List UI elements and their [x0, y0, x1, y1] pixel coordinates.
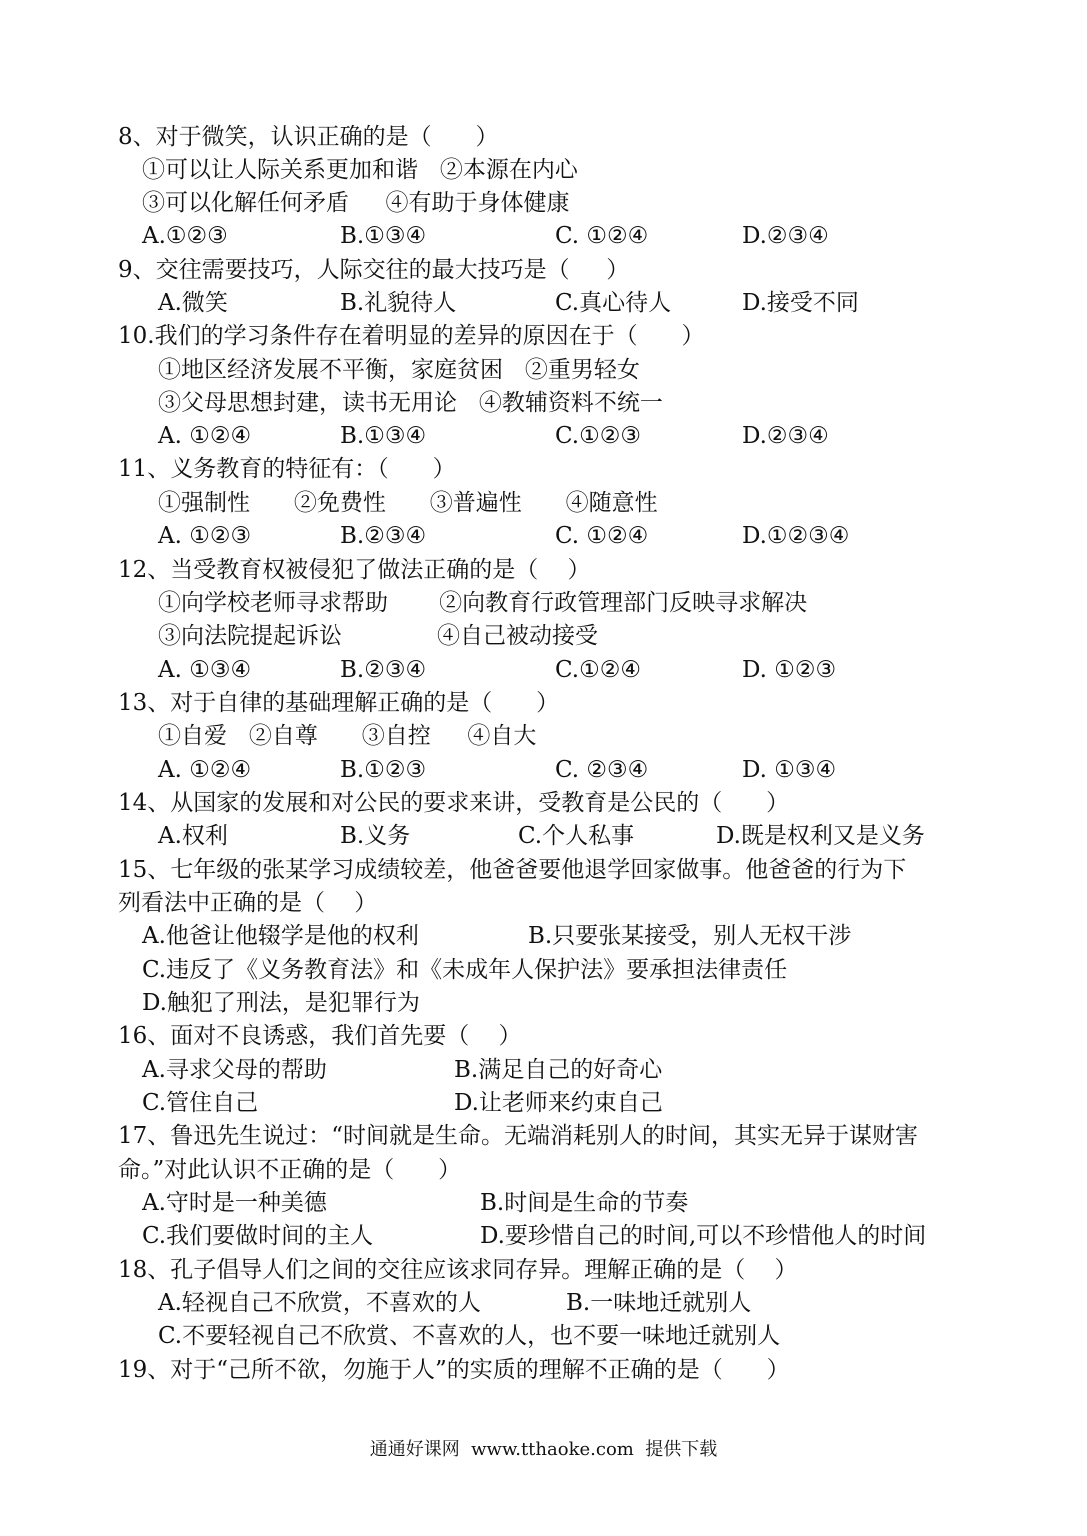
- question-13-items: ①自爱 ②自尊 ③自控 ④自大: [158, 723, 537, 749]
- question-17-stem-line-1: 17、鲁迅先生说过：“时间就是生命。无端消耗别人的时间，其实无异于谋财害: [118, 1123, 919, 1149]
- question-14-option-b: B.义务: [340, 823, 411, 849]
- question-18-option-a: A.轻视自己不欣赏，不喜欢的人: [158, 1290, 481, 1316]
- question-9-option-a: A.微笑: [158, 290, 228, 316]
- question-14-option-c: C.个人私事: [518, 823, 635, 849]
- question-10-stem: 10.我们的学习条件存在着明显的差异的原因在于（ ）: [118, 323, 705, 349]
- question-11-option-c: C. ①②④: [555, 523, 649, 549]
- question-12-option-d: D. ①②③: [742, 657, 837, 683]
- question-18-stem: 18、孔子倡导人们之间的交往应该求同存异。理解正确的是（ ）: [118, 1257, 798, 1283]
- question-10-option-b: B.①③④: [340, 423, 427, 449]
- question-16-option-b: B.满足自己的好奇心: [454, 1057, 663, 1083]
- question-16-option-a: A.寻求父母的帮助: [142, 1057, 327, 1083]
- question-9-option-c: C.真心待人: [555, 290, 672, 316]
- question-17-stem-line-2: 命。”对此认识不正确的是（ ）: [118, 1157, 462, 1183]
- question-12-option-a: A. ①③④: [158, 657, 252, 683]
- question-16-option-d: D.让老师来约束自己: [454, 1090, 663, 1116]
- question-16-option-c: C.管住自己: [142, 1090, 259, 1116]
- question-13-option-d: D. ①③④: [742, 757, 837, 783]
- question-8-option-a: A.①②③: [142, 223, 228, 249]
- question-8-option-d: D.②③④: [742, 223, 829, 249]
- question-8-item-2: ③可以化解任何矛盾 ④有助于身体健康: [142, 190, 570, 216]
- question-10-item-2: ③父母思想封建，读书无用论 ④教辅资料不统一: [158, 390, 663, 416]
- question-9-option-b: B.礼貌待人: [340, 290, 457, 316]
- question-15-stem-line-1: 15、七年级的张某学习成绩较差，他爸爸要他退学回家做事。他爸爸的行为下: [118, 857, 907, 883]
- page-footer: 通通好课网 www.tthaoke.com 提供下载: [369, 1439, 718, 1460]
- question-15-option-b: B.只要张某接受，别人无权干涉: [528, 923, 852, 949]
- question-13-stem: 13、对于自律的基础理解正确的是（ ）: [118, 690, 560, 716]
- question-11-option-d: D.①②③④: [742, 523, 850, 549]
- question-9-stem: 9、交往需要技巧，人际交往的最大技巧是（ ）: [118, 257, 630, 283]
- question-12-stem: 12、当受教育权被侵犯了做法正确的是（ ）: [118, 557, 591, 583]
- question-17-option-a: A.守时是一种美德: [142, 1190, 327, 1216]
- question-17-option-c: C.我们要做时间的主人: [142, 1223, 374, 1249]
- question-17-option-d: D.要珍惜自己的时间,可以不珍惜他人的时间: [480, 1223, 927, 1249]
- question-15-option-a: A.他爸让他辍学是他的权利: [142, 923, 419, 949]
- question-14-option-a: A.权利: [158, 823, 228, 849]
- question-10-option-d: D.②③④: [742, 423, 829, 449]
- question-10-item-1: ①地区经济发展不平衡，家庭贫困 ②重男轻女: [158, 357, 640, 383]
- question-8-stem: 8、对于微笑，认识正确的是（ ）: [118, 124, 499, 150]
- question-12-option-b: B.②③④: [340, 657, 427, 683]
- question-13-option-a: A. ①②④: [158, 757, 252, 783]
- question-15-option-d: D.触犯了刑法，是犯罪行为: [142, 990, 420, 1016]
- question-10-option-a: A. ①②④: [158, 423, 252, 449]
- question-19-stem: 19、对于“己所不欲，勿施于人”的实质的理解不正确的是（ ）: [118, 1357, 790, 1383]
- question-17-option-b: B.时间是生命的节奏: [480, 1190, 689, 1216]
- question-12-item-2: ③向法院提起诉讼 ④自己被动接受: [158, 623, 599, 649]
- question-11-option-b: B.②③④: [340, 523, 427, 549]
- question-8-option-c: C. ①②④: [555, 223, 649, 249]
- question-15-stem-line-2: 列看法中正确的是（ ）: [118, 890, 378, 916]
- question-11-stem: 11、义务教育的特征有：（ ）: [118, 456, 456, 482]
- question-10-option-c: C.①②③: [555, 423, 641, 449]
- question-13-option-b: B.①②③: [340, 757, 427, 783]
- question-18-option-c: C.不要轻视自己不欣赏、不喜欢的人，也不要一味地迁就别人: [158, 1323, 781, 1349]
- question-14-option-d: D.既是权利又是义务: [716, 823, 925, 849]
- question-12-item-1: ①向学校老师寻求帮助 ②向教育行政管理部门反映寻求解决: [158, 590, 808, 616]
- question-16-stem: 16、面对不良诱惑，我们首先要（ ）: [118, 1023, 522, 1049]
- question-8-item-1: ①可以让人际关系更加和谐 ②本源在内心: [142, 157, 578, 183]
- question-12-option-c: C.①②④: [555, 657, 641, 683]
- question-18-option-b: B.一味地迁就别人: [566, 1290, 752, 1316]
- question-13-option-c: C. ②③④: [555, 757, 649, 783]
- question-14-stem: 14、从国家的发展和对公民的要求来讲，受教育是公民的（ ）: [118, 790, 790, 816]
- question-11-option-a: A. ①②③: [158, 523, 252, 549]
- question-15-option-c: C.违反了《义务教育法》和《未成年人保护法》要承担法律责任: [142, 957, 788, 983]
- question-9-option-d: D.接受不同: [742, 290, 859, 316]
- question-8-option-b: B.①③④: [340, 223, 427, 249]
- question-11-items: ①强制性 ②免费性 ③普遍性 ④随意性: [158, 490, 658, 516]
